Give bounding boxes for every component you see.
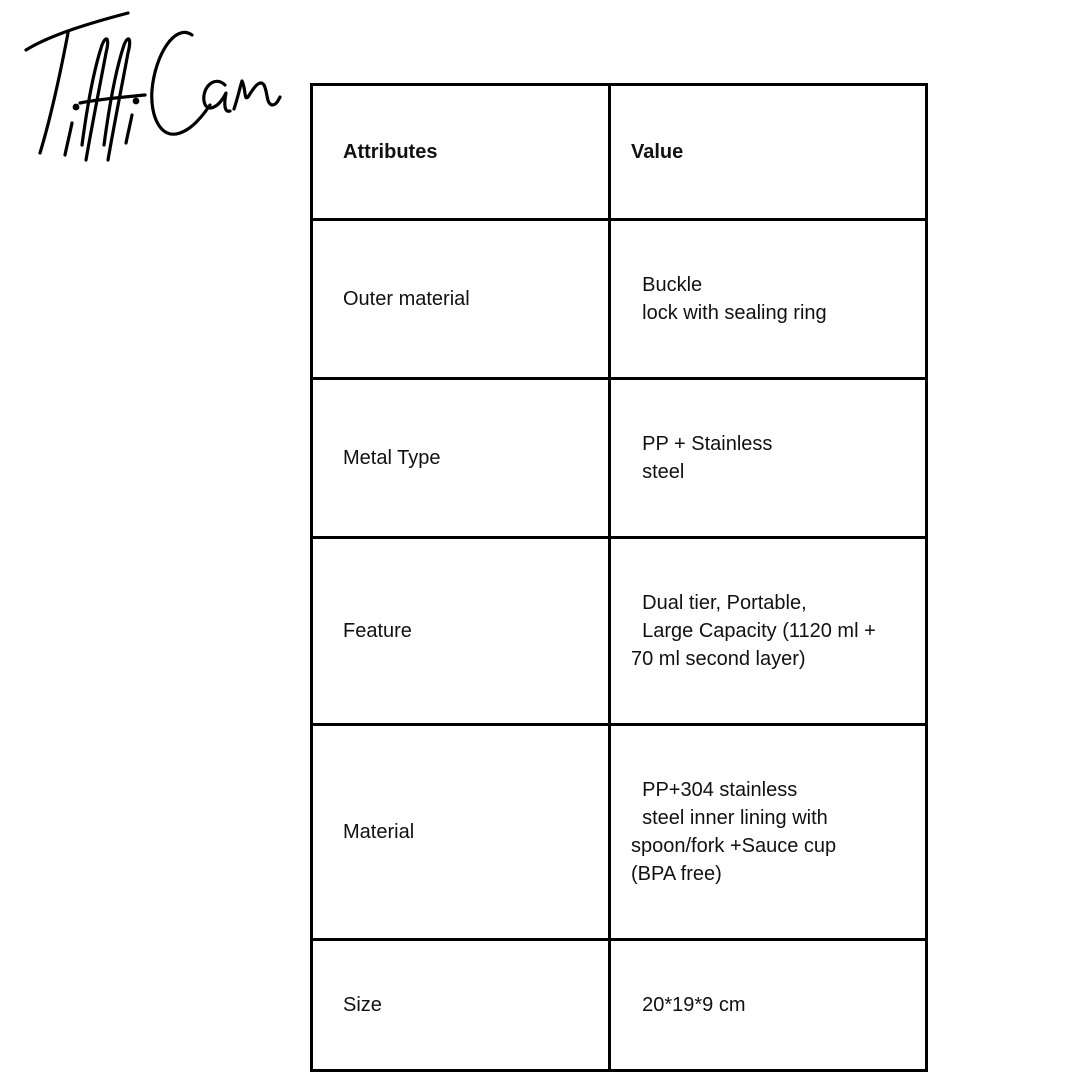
table-row — [312, 538, 927, 725]
value-cell: Dual tier, Portable, Large Capacity (1120 ml + 70 ml second layer) — [610, 538, 927, 725]
attribute-cell: Feature — [312, 538, 610, 725]
column-header-value: Value — [610, 85, 927, 220]
brand-logo — [20, 5, 285, 170]
table-row — [312, 379, 927, 538]
attribute-cell: Metal Type — [312, 379, 610, 538]
attribute-cell: Outer material — [312, 220, 610, 379]
specifications-table — [310, 83, 928, 1072]
value-cell: Buckle lock with sealing ring — [610, 220, 927, 379]
table-row — [312, 725, 927, 940]
value-cell: 20*19*9 cm — [610, 940, 927, 1071]
table-row — [312, 940, 927, 1071]
table-header-row — [312, 85, 927, 220]
attribute-cell: Material — [312, 725, 610, 940]
value-cell: PP + Stainless steel — [610, 379, 927, 538]
value-cell: PP+304 stainless steel inner lining with spoon/fork +Sauce cup (BPA free) — [610, 725, 927, 940]
brand-logo-signature — [20, 5, 285, 170]
table-row — [312, 220, 927, 379]
column-header-attributes: Attributes — [312, 85, 610, 220]
attribute-cell: Size — [312, 940, 610, 1071]
